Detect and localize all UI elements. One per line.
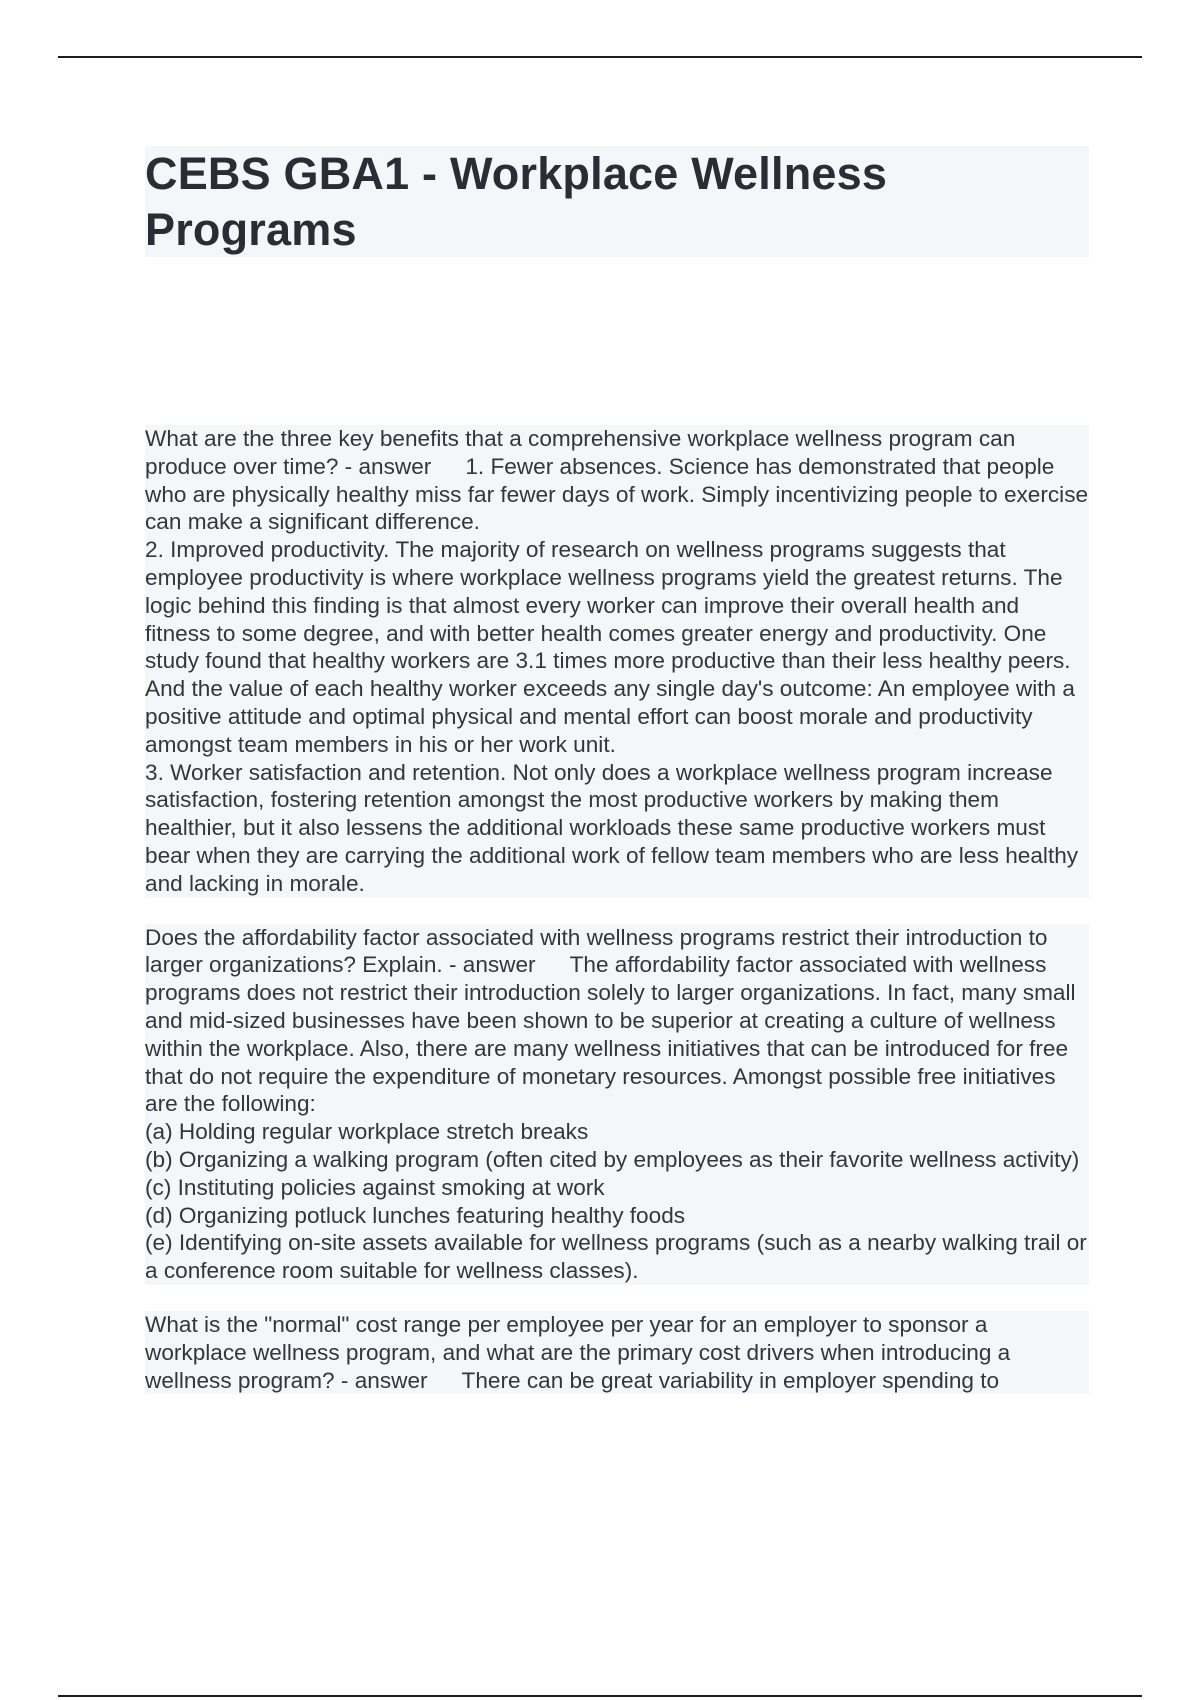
page-title: CEBS GBA1 - Workplace Wellness Programs — [145, 148, 888, 255]
answer-separator: - answer — [334, 1367, 428, 1393]
answer-line: (e) Identifying on-site assets available for wellness programs (such as a nearby walking trail or a conference room suitable for wellness classes). — [145, 1230, 1094, 1284]
answer-line: (a) Holding regular workplace stretch breaks — [145, 1119, 589, 1145]
question-text: What is the "normal" cost range per employee per year for an employer to sponsor a workplace wellness program, and what are the primary cost drivers when introducing a wellness program? — [145, 1311, 1017, 1393]
question-text: Does the affordability factor associated with wellness programs restrict their introduction to larger organizations? Explain. — [145, 924, 1054, 978]
title-block — [145, 146, 1089, 257]
qa-item — [145, 1311, 1089, 1394]
top-rule — [58, 56, 1142, 58]
answer-text: 1. Fewer absences. Science has demonstrated that people who are physically healthy miss far fewer days of work. Simply incentivizing people to exercise can make a significant difference. — [145, 453, 1095, 535]
question-text: What are the three key benefits that a comprehensive workplace wellness program can produce over time? — [145, 426, 1022, 479]
answer-separator: - answer — [442, 952, 536, 978]
qa-item — [145, 924, 1094, 1285]
answer-line: (d) Organizing potluck lunches featuring healthy foods — [145, 1202, 686, 1228]
answer-separator: - answer — [338, 453, 432, 479]
qa-item — [145, 425, 1095, 898]
bottom-rule — [58, 1695, 1142, 1697]
answer-line: 2. Improved productivity. The majority of research on wellness programs suggests that employee productivity is where workplace wellness programs yield the greatest returns. The logic behind this finding is that almost every worker can improve their overall health and fitness to some degree, and with better health comes greater energy and productivity. One study found that healthy workers are 3.1 times more productive than their less healthy peers. And the value of each healthy worker exceeds any single day's outcome: An employee with a positive attitude and optimal physical and mental effort can boost morale and productivity amongst team members in his or her work unit. — [145, 537, 1082, 757]
answer-text: The affordability factor associated with wellness programs does not restrict their introduction solely to larger organizations. In fact, many small and mid-sized businesses have been shown to be superior at creating a culture of wellness within the workplace. Also, there are many wellness initiatives that can be introduced for free that do not require the expenditure of monetary resources. Amongst possible free initiatives are the following: — [145, 952, 1082, 1117]
answer-text: There can be great variability in employer spending to — [461, 1367, 1000, 1393]
answer-line: (b) Organizing a walking program (often cited by employees as their favorite wellness activity) — [145, 1146, 1080, 1172]
answer-line: (c) Instituting policies against smoking at work — [145, 1174, 605, 1200]
answer-line: 3. Worker satisfaction and retention. Not only does a workplace wellness program increase satisfaction, fostering retention amongst the most productive workers by making them healthier, but it also lessens the additional workloads these same productive workers must bear when they are carrying the additional work of fellow team members who are less healthy and lacking in morale. — [145, 759, 1085, 896]
qa-list — [145, 425, 1095, 1420]
